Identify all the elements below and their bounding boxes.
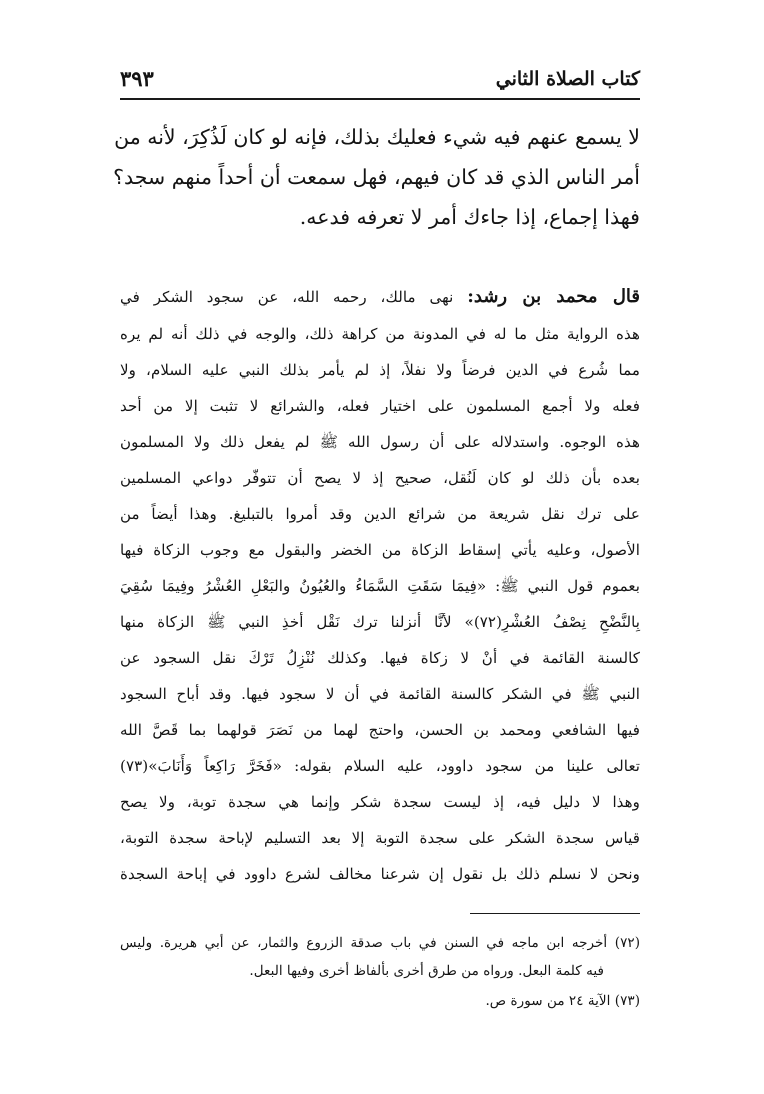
footnote-72-line-1: (٧٢) أخرجه ابن ماجه في السنن في باب صدقة الزروع والثمار، عن أبي هريرة. وليس [120,935,640,951]
commentary-line: النبي ﷺ في الشكر كالسنة القائمة في أن لا سجود فيها. وقد أباح السجود [120,685,640,703]
commentary-line: هذه الوجوه. واستدلاله على أن رسول الله ﷺ لم يفعل ذلك ولا المسلمون [120,433,640,451]
commentary-line: على ترك نقل شريعة من شرائع الدين وقد أمروا بالتبليغ. وهذا أيضاً من [120,505,640,523]
commentary-line: كالسنة القائمة في أنْ لا زكاة فيها. وكذلك نُنْزِلُ تَرْكَ نقل السجود عن [120,649,640,667]
running-header [120,62,640,96]
commentary-line: فيها الشافعي ومحمد بن الحسن، واحتج لهما من نَصَرَ قولهما بما قَصَّ الله [120,721,640,739]
page-number: ٣٩٣ [120,66,154,91]
commentary-line: مما شُرع في الدين فرضاً ولا نفلاً، إذ لم يأمر بذلك النبي عليه السلام، ولا [120,361,640,379]
commentary-line-1 [120,286,640,307]
opening-line-3: فهذا إجماع، إذا جاءك أمر لا تعرفه فدعه. [299,205,640,229]
commentary-line-quran: تعالى علينا من سجود داوود، عليه السلام بقوله: «فَخَرَّ رَاكِعاً وَأَنَابَ»(٧٣) [120,757,640,775]
commentary-line: بعده بأن ذلك لو كان لَنُقل، صحيح إذ لا يصح أن تتوفّر دواعي المسلمين [120,469,640,487]
header-rule [120,98,640,100]
opening-line-2: أمر الناس الذي قد كان فيهم، فهل سمعت أن أحداً منهم سجد؟ [113,165,640,189]
commentary-line: الأصول، وعليه يأتي إسقاط الزكاة من الخضر والبقول مع وجوب الزكاة فيها [120,541,640,559]
footnote-rule [470,913,640,914]
opening-line-1: لا يسمع عنهم فيه شيء فعليك بذلك، فإنه لو كان لَذُكِرَ، لأنه من [114,125,640,149]
commentary-line: فعله ولا أجمع المسلمون على اختيار فعله، والشرائع لا تثبت إلا من أحد [120,397,640,415]
commentary-line: قياس سجدة الشكر على سجدة التوبة إلا بعد التسليم لإباحة سجدة التوبة، [120,829,640,847]
commentary-line-hadith: بِالنَّضْحِ نِصْفُ العُشْرِ(٧٢)» لأنَّا أنزلنا ترك نَقْل أخذِ النبي ﷺ الزكاة منها [120,613,641,631]
commentary-line-hadith: بعموم قول النبي ﷺ: «فِيمَا سَقَتِ السَّمَاءُ والعُيُونُ والبَعْلِ العُشْرُ وفِيمَا سُقِيَ [120,577,640,595]
commentary-first-line-rest: نهى مالك، رحمه الله، عن سجود الشكر في [120,288,454,306]
running-title: كتاب الصلاة الثاني [495,68,640,90]
commentary-line: وهذا لا دليل فيه، إذ ليست سجدة شكر وإنما هي سجدة توبة، ولا يصح [120,793,640,811]
commentary-speaker: قال محمد بن رشد: [467,286,640,307]
commentary-line: هذه الرواية مثل ما له في المدونة من كراهة ذلك، والوجه في ذلك أنه لم يره [120,325,640,343]
commentary-line: ونحن لا نسلم ذلك بل نقول إن شرعنا مخالف لشرع داوود في إباحة السجدة [120,865,640,883]
footnote-73: (٧٣) الآية ٢٤ من سورة ص. [485,993,640,1009]
footnote-72-line-2: فيه كلمة البعل. ورواه من طرق أخرى بألفاظ أخرى وفيها البعل. [249,963,604,979]
